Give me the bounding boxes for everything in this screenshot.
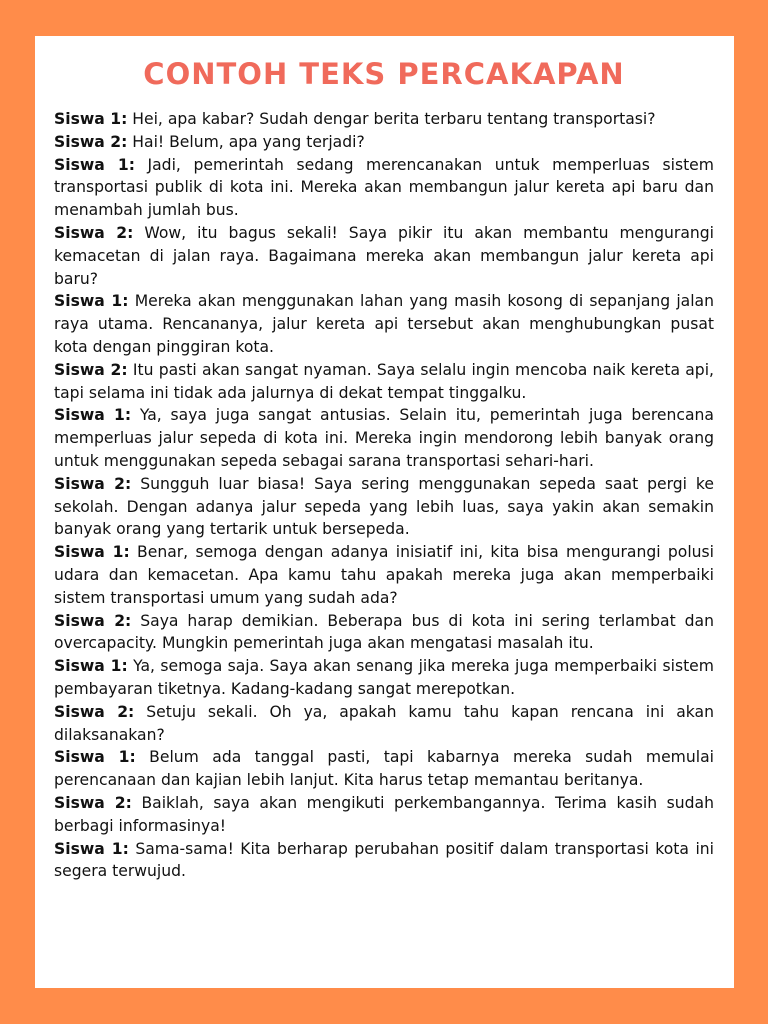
dialogue-line (54, 792, 714, 838)
speaker-label: Siswa 1: (54, 406, 132, 425)
dialogue-line (54, 222, 714, 290)
speaker-label: Siswa 2: (54, 223, 134, 242)
dialogue-text: Jadi, pemerintah sedang merencanakan untuk memperluas sistem transportasi publik di kota ini. Mereka akan membangun jalur kereta api baru dan menambah jumlah bus. (54, 155, 714, 220)
dialogue-line (54, 131, 714, 154)
dialogue-line (54, 541, 714, 609)
dialogue-text: Saya harap demikian. Beberapa bus di kota ini sering terlambat dan overcapacity. Mungkin pemerintah juga akan mengatasi masalah itu. (54, 611, 714, 653)
speaker-label: Siswa 2: (54, 611, 132, 630)
dialogue-line (54, 610, 714, 656)
dialogue (54, 108, 714, 883)
dialogue-text: Hei, apa kabar? Sudah dengar berita terbaru tentang transportasi? (132, 110, 656, 128)
document-card (35, 36, 734, 988)
speaker-label: Siswa 1: (54, 155, 135, 174)
dialogue-text: Itu pasti akan sangat nyaman. Saya selalu ingin mencoba naik kereta api, tapi selama ini tidak ada jalurnya di dekat tempat tinggalku. (54, 360, 714, 402)
speaker-label: Siswa 1: (54, 110, 128, 128)
dialogue-text: Benar, semoga dengan adanya inisiatif ini, kita bisa mengurangi polusi udara dan kemacetan. Apa kamu tahu apakah mereka juga akan memperbaiki sistem transportasi umum yang sudah ada? (54, 543, 714, 607)
dialogue-line (54, 359, 714, 405)
speaker-label: Siswa 1: (54, 543, 130, 562)
dialogue-text: Ya, saya juga sangat antusias. Selain itu, pemerintah juga berencana memperluas jalur sepeda di kota ini. Mereka ingin mendorong lebih banyak orang untuk menggunakan sepeda sebagai sarana transportasi sehari-hari. (54, 406, 714, 470)
dialogue-line (54, 290, 714, 358)
dialogue-text: Wow, itu bagus sekali! Saya pikir itu akan membantu mengurangi kemacetan di jalan raya. Bagaimana mereka akan membangun jalur kereta api baru? (54, 223, 714, 288)
dialogue-text: Ya, semoga saja. Saya akan senang jika mereka juga memperbaiki sistem pembayaran tiketnya. Kadang-kadang sangat merepotkan. (54, 657, 714, 698)
page-title: CONTOH TEKS PERCAKAPAN (143, 57, 625, 91)
dialogue-text: Belum ada tanggal pasti, tapi kabarnya mereka sudah memulai perencanaan dan kajian lebih lanjut. Kita harus tetap memantau beritanya. (54, 748, 714, 790)
speaker-label: Siswa 2: (54, 360, 128, 379)
dialogue-text: Mereka akan menggunakan lahan yang masih kosong di sepanjang jalan raya utama. Rencananya, jalur kereta api tersebut akan menghubungkan pusat kota dengan pinggiran kota. (54, 292, 714, 356)
dialogue-text: Baiklah, saya akan mengikuti perkembangannya. Terima kasih sudah berbagi informasinya! (54, 793, 714, 835)
speaker-label: Siswa 1: (54, 292, 129, 311)
dialogue-line (54, 746, 714, 792)
dialogue-line (54, 838, 714, 884)
dialogue-line (54, 404, 714, 472)
dialogue-text: Setuju sekali. Oh ya, apakah kamu tahu kapan rencana ini akan dilaksanakan? (54, 702, 714, 744)
speaker-label: Siswa 1: (54, 748, 136, 767)
dialogue-text: Sungguh luar biasa! Saya sering menggunakan sepeda saat pergi ke sekolah. Dengan adanya jalur sepeda yang lebih luas, saya yakin akan semakin banyak orang yang tertarik untuk bersepeda. (54, 474, 714, 539)
dialogue-text: Sama-sama! Kita berharap perubahan positif dalam transportasi kota ini segera terwujud. (54, 839, 714, 881)
speaker-label: Siswa 1: (54, 839, 129, 858)
dialogue-line (54, 655, 714, 701)
dialogue-text: Hai! Belum, apa yang terjadi? (132, 132, 365, 151)
dialogue-line (54, 154, 714, 222)
speaker-label: Siswa 2: (54, 474, 132, 493)
speaker-label: Siswa 2: (54, 702, 135, 721)
dialogue-line (54, 108, 714, 131)
speaker-label: Siswa 2: (54, 793, 132, 812)
dialogue-line (54, 473, 714, 541)
dialogue-line (54, 701, 714, 747)
speaker-label: Siswa 2: (54, 132, 128, 151)
speaker-label: Siswa 1: (54, 657, 128, 676)
